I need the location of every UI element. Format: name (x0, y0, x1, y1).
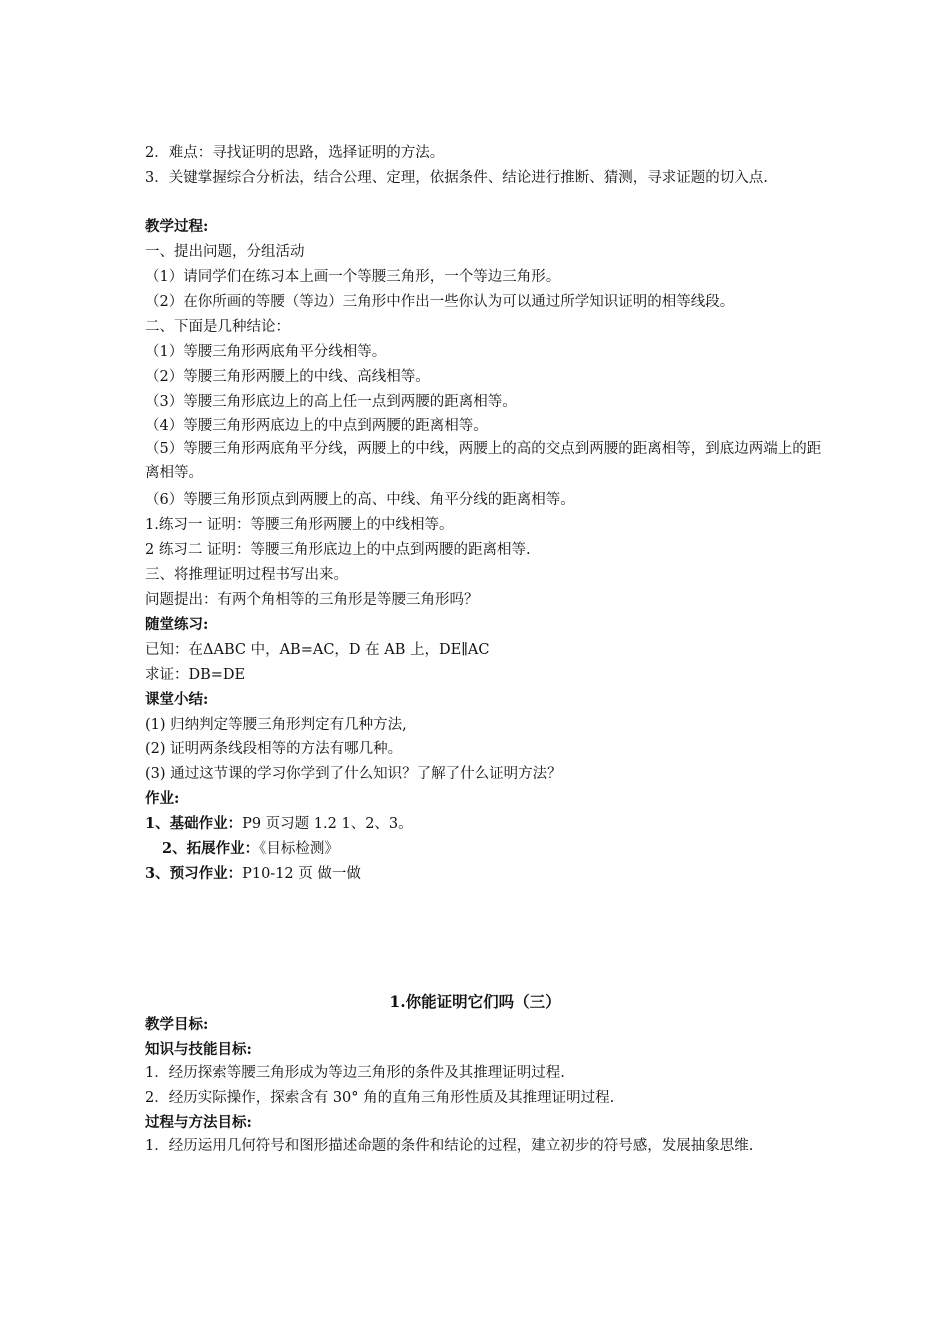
homework-label: 2、拓展作业： (162, 840, 260, 857)
exercise-2: 2 练习二 证明：等腰三角形底边上的中点到两腰的距离相等. (145, 542, 531, 558)
homework-item (145, 865, 825, 883)
part3-heading: 三、将推理证明过程书写出来。 (145, 567, 348, 583)
knowledge-item: 2．经历实际操作，探索含有 30° 角的直角三角形性质及其推理证明过程. (145, 1090, 615, 1106)
knowledge-item: 1．经历探索等腰三角形成为等边三角形的条件及其推理证明过程. (145, 1065, 565, 1081)
summary-item: (3) 通过这节课的学习你学到了什么知识？了解了什么证明方法？ (145, 766, 562, 782)
homework-text: 《目标检测》 (259, 841, 339, 857)
conclusion-item: （6）等腰三角形顶点到两腰上的高、中线、角平分线的距离相等。 (145, 492, 575, 508)
homework-label: 3、预习作业： (145, 865, 243, 882)
process-method-item: 1．经历运用几何符号和图形描述命题的条件和结论的过程，建立初步的符号感，发展抽象思维. (145, 1138, 754, 1154)
summary-heading: 课堂小结: (145, 691, 209, 708)
practice-heading: 随堂练习: (145, 616, 209, 633)
conclusion-item: （3）等腰三角形底边上的高上任一点到两腰的距离相等。 (145, 394, 517, 410)
conclusion-item: （2）等腰三角形两腰上的中线、高线相等。 (145, 369, 430, 385)
conclusion-item: （1）等腰三角形两底角平分线相等。 (145, 344, 387, 360)
objectives-heading: 教学目标: (145, 1016, 209, 1033)
process-method-heading: 过程与方法目标: (145, 1114, 252, 1131)
prove-statement: 求证：DB=DE (145, 667, 246, 683)
goal-key-point: 3．关键掌握综合分析法，结合公理、定理，依据条件、结论进行推断、猜测，寻求证题的切入点. (145, 170, 768, 186)
homework-item (145, 815, 825, 833)
conclusion-item: （4）等腰三角形两底边上的中点到两腰的距离相等。 (145, 418, 488, 434)
exercise-1: 1.练习一 证明：等腰三角形两腰上的中线相等。 (145, 517, 454, 533)
homework-heading: 作业: (145, 790, 180, 807)
homework-item (162, 840, 842, 858)
goal-difficulty: 2．难点：寻找证明的思路，选择证明的方法。 (145, 145, 445, 161)
part1-heading: 一、提出问题，分组活动 (145, 244, 305, 260)
summary-item: (1) 归纳判定等腰三角形判定有几种方法, (145, 717, 407, 733)
conclusion-item: （5）等腰三角形两底角平分线，两腰上的中线，两腰上的高的交点到两腰的距离相等，到底边两端上的距离相等。 (145, 441, 822, 481)
part1-item-1: （1）请同学们在练习本上画一个等腰三角形，一个等边三角形。 (145, 269, 561, 285)
homework-text: P9 页习题 1.2 1、2、3。 (242, 816, 413, 832)
teaching-process-heading: 教学过程: (145, 218, 209, 235)
part2-heading: 二、下面是几种结论： (145, 319, 290, 335)
part1-item-2: （2）在你所画的等腰（等边）三角形中作出一些你认为可以通过所学知识证明的相等线段。 (145, 294, 735, 310)
homework-label: 1、基础作业： (145, 815, 243, 832)
homework-text: P10-12 页 做一做 (242, 866, 361, 882)
question-prompt: 问题提出：有两个角相等的三角形是等腰三角形吗？ (145, 592, 479, 608)
knowledge-heading: 知识与技能目标: (145, 1041, 252, 1058)
summary-item: (2) 证明两条线段相等的方法有哪几种。 (145, 741, 403, 757)
section-title: 1.你能证明它们吗（三） (389, 992, 561, 1011)
given-statement: 已知：在ΔABC 中，AB=AC，D 在 AB 上，DE∥AC (145, 642, 490, 658)
